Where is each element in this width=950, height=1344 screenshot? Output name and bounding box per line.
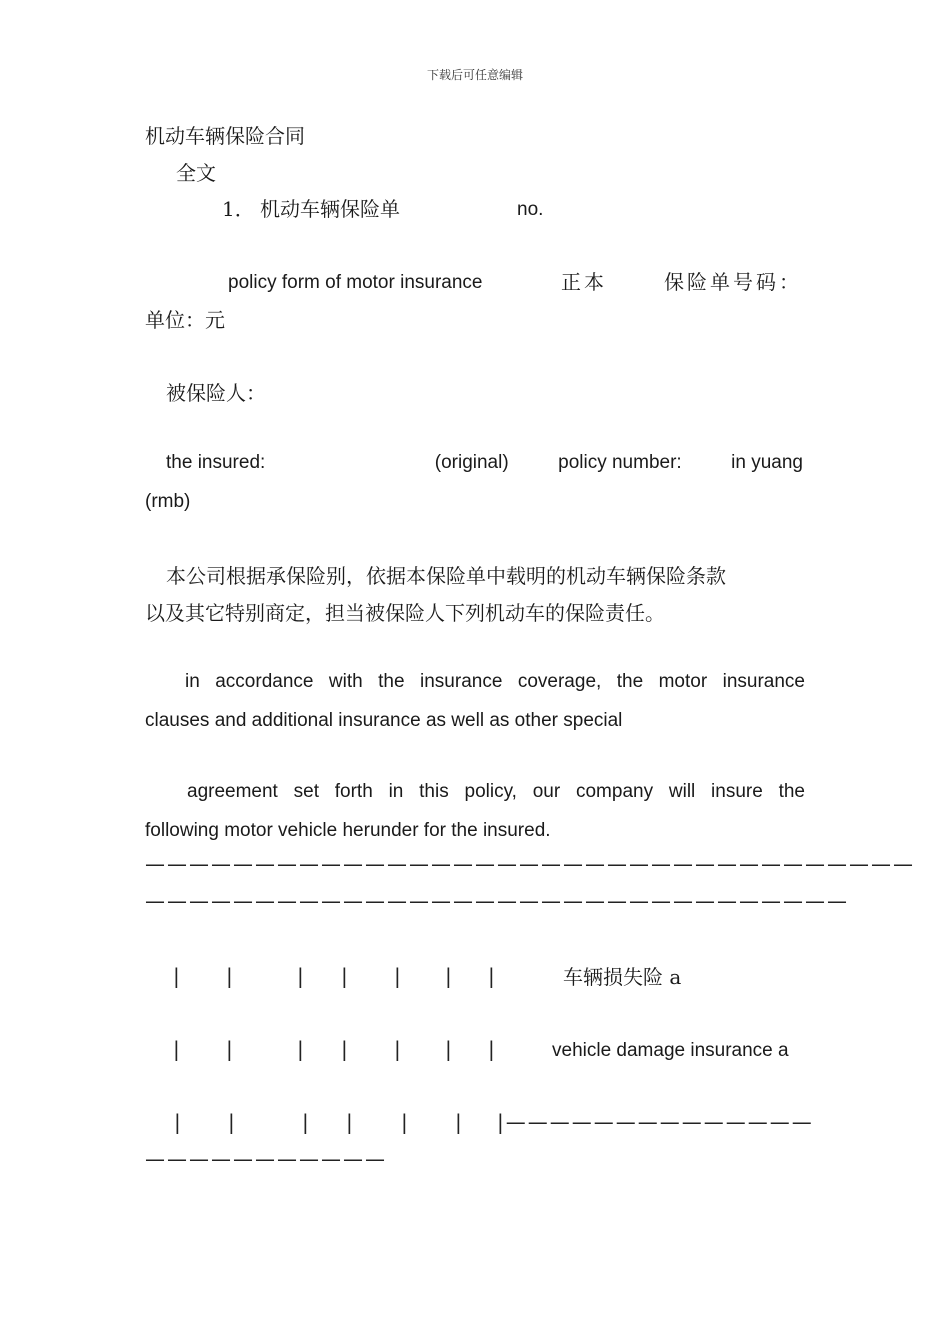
vehicle-damage-en: vehicle damage insurance a (552, 1040, 789, 1061)
insured-row (166, 452, 803, 474)
policy-form-en: policy form of motor insurance (228, 272, 483, 293)
header-note: 下载后可任意编辑 (426, 68, 523, 82)
table-bar: | (488, 964, 495, 988)
section-number: 1． (222, 197, 255, 221)
table-bar: | (228, 1110, 235, 1134)
dash-line-3: |—————————————— (497, 1110, 814, 1134)
policy-number-en: policy number: (558, 452, 682, 473)
table-bar: | (302, 1110, 309, 1134)
unit-cn: 单位：元 (145, 308, 225, 332)
dash-line-1: ——————————————————————————————————— (145, 852, 915, 876)
table-bar: | (297, 1037, 304, 1061)
policy-number-cn: 保险单号码： (664, 270, 802, 294)
para-cn-line1: 本公司根据承保险别，依据本保险单中载明的机动车辆保险条款 (166, 564, 726, 588)
para-en1-line2: clauses and additional insurance as well as other special (145, 710, 623, 731)
table-bar: | (445, 964, 452, 988)
para-cn-line2: 以及其它特别商定，担当被保险人下列机动车的保险责任。 (145, 601, 665, 625)
para-en2-line1: agreement set forth in this policy, our company will insure the (187, 781, 805, 802)
section-no: no. (517, 199, 544, 220)
para-en2-line2: following motor vehicle herunder for the insured. (145, 820, 551, 841)
dash-line-2: ———————————————————————————————— (145, 889, 849, 913)
table-bar: | (174, 1110, 181, 1134)
table-bar: | (173, 964, 180, 988)
original-cn: 正本 (561, 270, 607, 294)
table-bar: | (394, 1037, 401, 1061)
insured-en: the insured: (166, 452, 266, 473)
vehicle-damage-cn: 车辆损失险 a (563, 965, 682, 989)
document-subtitle: 全文 (176, 161, 216, 185)
dash-line-4: ——————————— (145, 1147, 387, 1171)
insured-cn: 被保险人： (166, 381, 266, 405)
section-title: 机动车辆保险单 (260, 197, 400, 221)
table-bar: | (226, 1037, 233, 1061)
original-en: (original) (434, 452, 509, 473)
table-bar: | (341, 964, 348, 988)
table-bar: | (445, 1037, 452, 1061)
table-bar: | (346, 1110, 353, 1134)
table-bar: | (341, 1037, 348, 1061)
table-bar: | (488, 1037, 495, 1061)
document-title: 机动车辆保险合同 (145, 124, 305, 148)
rmb: (rmb) (145, 491, 191, 512)
table-bar: | (226, 964, 233, 988)
table-bar: | (401, 1110, 408, 1134)
table-bar: | (455, 1110, 462, 1134)
table-bar: | (173, 1037, 180, 1061)
table-bar: | (297, 964, 304, 988)
in-yuang: in yuang (731, 452, 803, 473)
table-bar: | (394, 964, 401, 988)
para-en1-line1: in accordance with the insurance coverage, the motor insurance (185, 671, 805, 692)
